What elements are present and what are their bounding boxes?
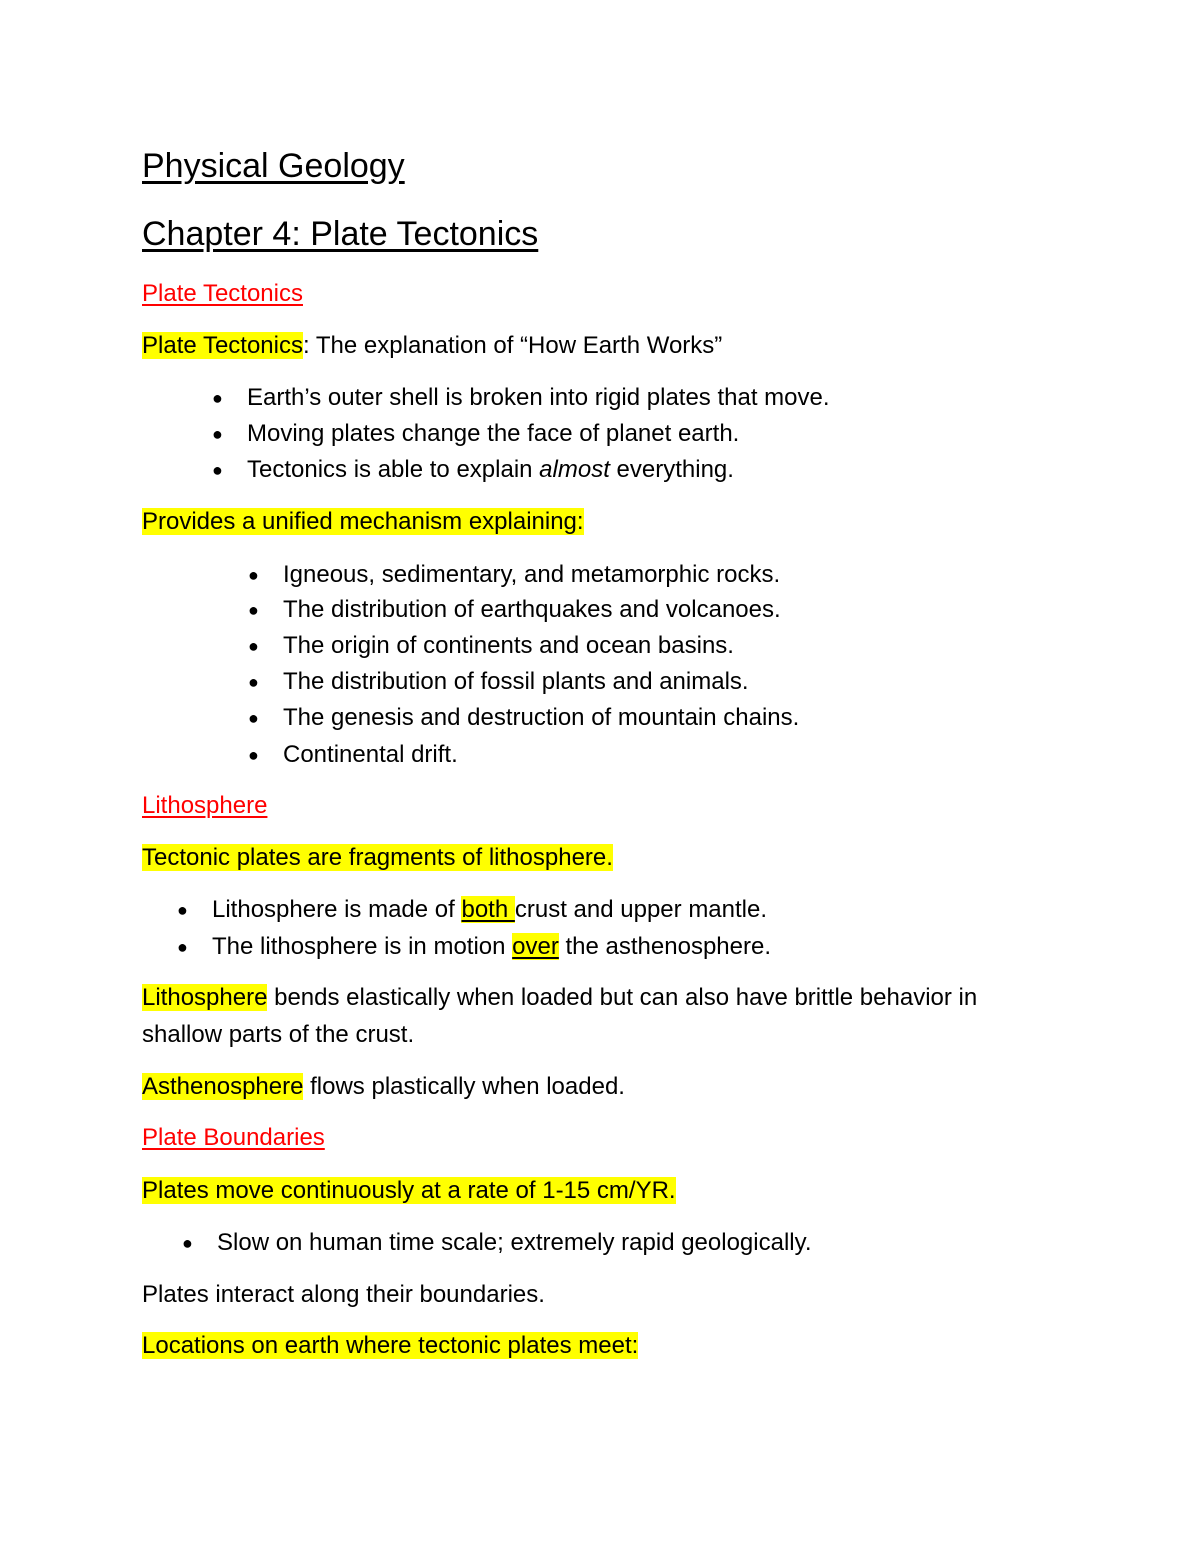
lithosphere-statement-text: Tectonic plates are fragments of lithosphere.: [142, 844, 613, 871]
list-item: Earth’s outer shell is broken into rigid plates that move.: [247, 384, 830, 411]
list-item: The distribution of fossil plants and animals.: [283, 668, 749, 695]
bullet-icon: ●: [248, 745, 259, 765]
list-item: [212, 895, 767, 925]
plate-rate-text: Plates move continuously at a rate of 1-15 cm/YR.: [142, 1177, 676, 1204]
emphasis-text: almost: [539, 456, 610, 483]
list-item: Moving plates change the face of planet earth.: [247, 420, 740, 447]
asthenosphere-term: Asthenosphere: [142, 1073, 304, 1100]
lithosphere-statement: [142, 843, 613, 873]
locations-text: Locations on earth where tectonic plates meet:: [142, 1332, 639, 1359]
definition-text: : The explanation of “How Earth Works”: [302, 332, 723, 359]
bullet-icon: ●: [177, 937, 188, 957]
lithosphere-paragraph: [142, 983, 977, 1013]
definition-term: Plate Tectonics: [142, 332, 303, 359]
plate-rate-statement: [142, 1176, 676, 1206]
bullet-icon: ●: [212, 388, 223, 408]
list-item-text: the asthenosphere.: [558, 933, 771, 960]
paragraph-text: flows plastically when loaded.: [303, 1073, 625, 1100]
list-item-text: Tectonics is able to explain: [247, 456, 540, 483]
section-heading-lithosphere: Lithosphere: [142, 792, 268, 819]
bullet-icon: ●: [182, 1233, 193, 1253]
list-item-text: Lithosphere is made of: [212, 896, 462, 923]
paragraph-text: bends elastically when loaded but can also have brittle behavior in: [267, 984, 978, 1011]
list-item: The origin of continents and ocean basins.: [283, 632, 734, 659]
list-item: The genesis and destruction of mountain chains.: [283, 704, 800, 731]
list-item: Slow on human time scale; extremely rapid geologically.: [217, 1229, 812, 1256]
lithosphere-term: Lithosphere: [142, 984, 268, 1011]
highlighted-word: over: [512, 933, 559, 960]
list-item: [247, 455, 734, 485]
interaction-paragraph: Plates interact along their boundaries.: [142, 1281, 545, 1308]
bullet-icon: ●: [248, 636, 259, 656]
definition-paragraph: [142, 331, 722, 361]
section-heading-plate-boundaries: Plate Boundaries: [142, 1124, 325, 1151]
section-heading-plate-tectonics: Plate Tectonics: [142, 280, 303, 307]
mechanism-heading: [142, 507, 584, 537]
list-item-text: crust and upper mantle.: [514, 896, 768, 923]
bullet-icon: ●: [177, 900, 188, 920]
document-title: Physical Geology: [142, 147, 405, 185]
chapter-title: Chapter 4: Plate Tectonics: [142, 215, 539, 253]
bullet-icon: ●: [248, 708, 259, 728]
lithosphere-paragraph-line2: shallow parts of the crust.: [142, 1021, 415, 1048]
list-item-text: everything.: [609, 456, 734, 483]
list-item: Continental drift.: [283, 741, 458, 768]
list-item: [212, 932, 771, 962]
mechanism-heading-text: Provides a unified mechanism explaining:: [142, 508, 584, 535]
bullet-icon: ●: [248, 672, 259, 692]
bullet-icon: ●: [212, 460, 223, 480]
bullet-icon: ●: [248, 565, 259, 585]
bullet-icon: ●: [212, 424, 223, 444]
list-item: The distribution of earthquakes and volcanoes.: [283, 596, 781, 623]
list-item-text: The lithosphere is in motion: [212, 933, 513, 960]
asthenosphere-paragraph: [142, 1072, 625, 1102]
locations-statement: [142, 1331, 638, 1361]
highlighted-word: both: [461, 896, 515, 923]
bullet-icon: ●: [248, 600, 259, 620]
list-item: Igneous, sedimentary, and metamorphic rocks.: [283, 561, 781, 588]
